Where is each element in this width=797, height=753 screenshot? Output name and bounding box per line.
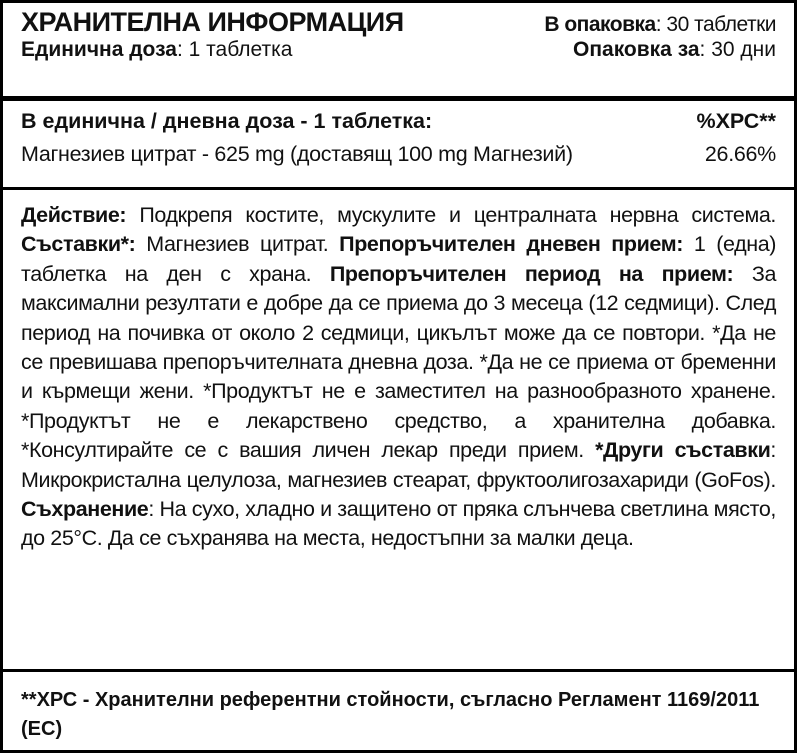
pack-for [573,38,776,62]
storage-text: : На сухо, хладно и защитено от пряка слънчева светлина място, до 25°C. Да се съхранява на места, недостъпни за малки деца. [21,497,776,551]
unit-dose-value: : 1 таблетка [176,38,293,61]
dose-row [21,38,776,62]
other-ingredients-text: : Микрокристална целулоза, магнезиев стеарат, фруктоолигозахариди (GoFos). [21,438,776,492]
ingredients-text: Магнезиев цитрат. [135,232,340,257]
divider-bottom [3,669,794,672]
intake-label: Препоръчителен дневен прием: [339,232,683,257]
ingredients-label: Съставки*: [21,232,136,257]
ingredient-row [21,142,776,167]
period-label: Препоръчителен период на прием: [329,261,734,286]
intake-text: 1 (една) таблетка на ден с храна. [21,232,777,286]
storage-label: Съхранение [21,497,149,522]
unit-dose-label: Единична доза [21,38,177,61]
divider-top [3,96,794,101]
period-text: За максимални резултати е добре да се приема до 3 месеца (12 седмици). След период на почивка от около 2 седмици, цикълът може да се повтори. *Да не се превишава препоръчителната дневна доза. *Да не се приема от бременни и кърмещи жени. *Продуктът не е заместител на разнообразното хранене. *Продуктът не е лекарствено средство, а хранителна добавка. *Консултирайте се с вашия личен лекар преди прием. [21,261,776,463]
rv-value: 26.66% [704,142,776,166]
divider-middle [3,187,794,190]
composition-heading-row [21,109,776,134]
footnote: **ХРС - Хранителни референтни стойности, съгласно Регламент 1169/2011 (ЕС) [21,689,760,740]
action-text: Подкрепя костите, мускулите и централната нервна система. [126,203,776,227]
label-title: ХРАНИТЕЛНА ИНФОРМАЦИЯ [21,7,404,37]
ingredient-line: Магнезиев цитрат - 625 mg (доставящ 100 mg Магнезий) [21,142,573,166]
rv-heading: %ХРС** [696,109,776,133]
package-info [544,13,776,37]
pack-for-label: Опаковка за [573,38,700,61]
pack-for-value: : 30 дни [699,38,776,61]
unit-dose [21,38,292,62]
other-ingredients-label: *Други съставки [595,438,771,463]
package-label: В опаковка [544,13,656,36]
action-label: Действие: [21,203,127,227]
header-row [21,7,776,38]
package-value: : 30 таблетки [655,13,776,36]
composition-heading: В единична / дневна доза - 1 таблетка: [21,109,433,133]
description-text [21,201,776,554]
